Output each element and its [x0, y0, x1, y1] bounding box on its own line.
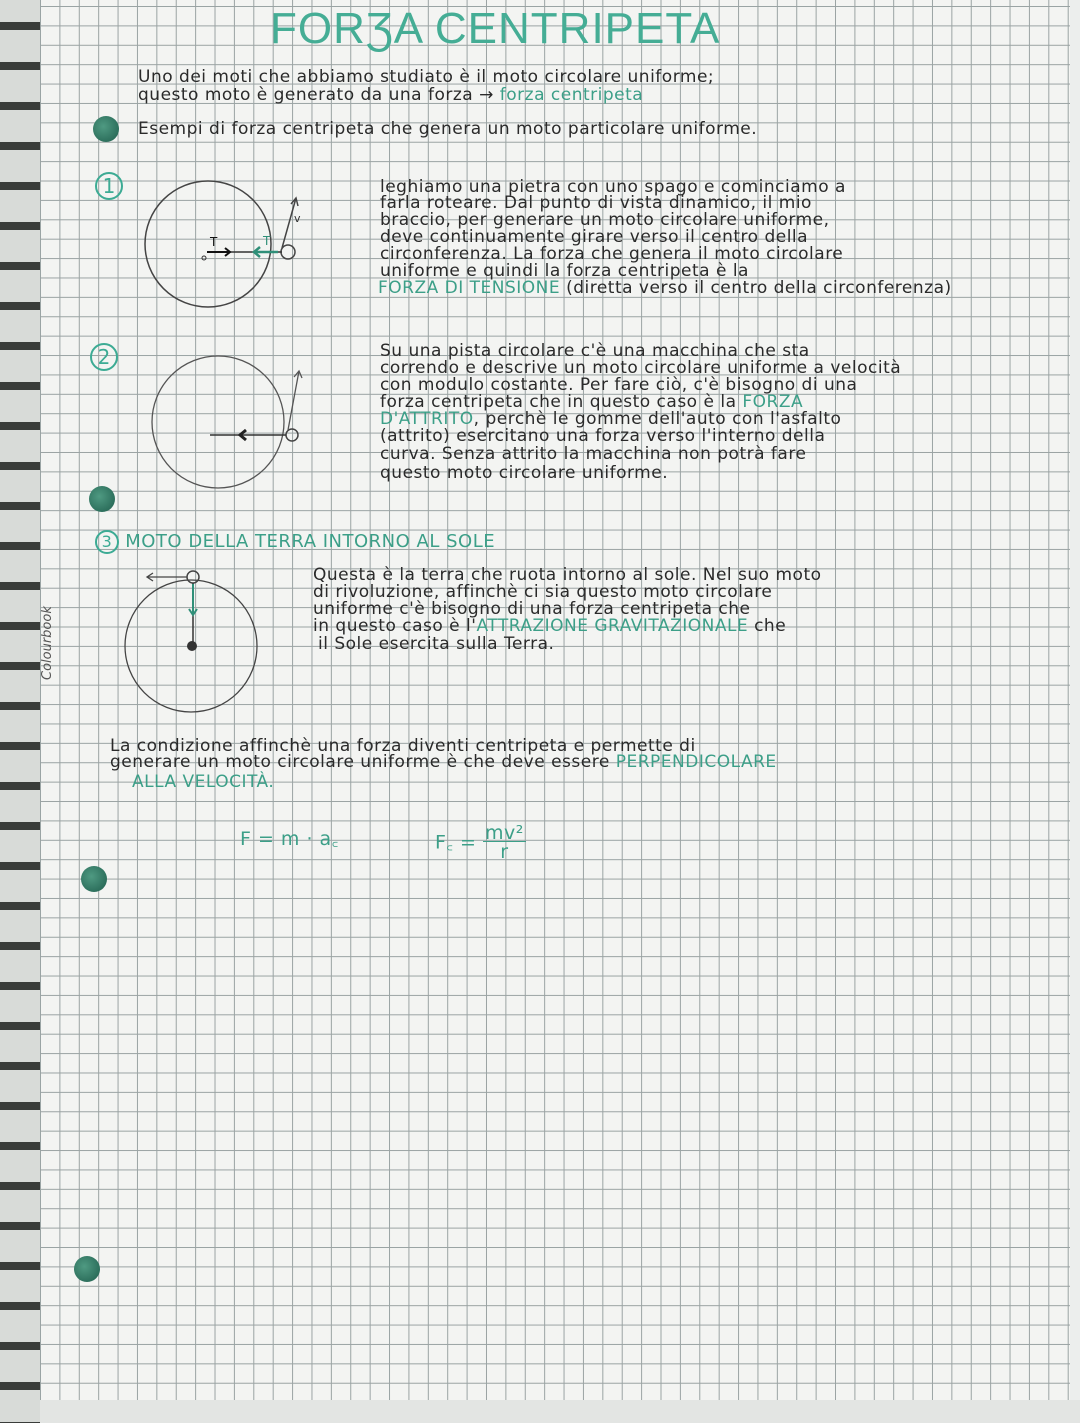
- label-t-green: T: [263, 234, 271, 248]
- text-line: circonferenza. La forza che genera il moto circolare: [380, 244, 844, 264]
- text: , perchè le gomme dell'auto con l'asfalto: [473, 409, 842, 429]
- punch-hole: [74, 1256, 100, 1282]
- text: (diretta verso il centro della circonferenza): [566, 278, 952, 298]
- text-line: uniforme e quindi la forza centripeta è la: [380, 261, 749, 281]
- diagram-stone-on-string: [130, 170, 320, 320]
- formula-centripetal: [435, 822, 526, 863]
- notebook-brand: Colourbook: [40, 606, 55, 680]
- punch-hole: [81, 866, 107, 892]
- highlight-forza-di-tensione: FORZA DI TENSIONE: [378, 278, 561, 298]
- formula-lhs: F꜀ =: [435, 831, 477, 854]
- text-line: questo moto circolare uniforme.: [380, 463, 669, 483]
- label-t: T: [210, 235, 218, 249]
- page-title: FORƷA CENTRIPETA: [270, 4, 721, 53]
- text-line: di rivoluzione, affinchè ci sia questo moto circolare: [313, 582, 773, 602]
- page-edge: [40, 1400, 1080, 1423]
- text-line: [380, 409, 842, 429]
- text-line: braccio, per generare un moto circolare uniforme,: [380, 210, 830, 230]
- text: generare un moto circolare uniforme è che deve essere: [110, 752, 610, 772]
- intro-line: Uno dei moti che abbiamo studiato è il moto circolare uniforme;: [138, 67, 715, 87]
- example-number: 3: [95, 530, 119, 554]
- highlight-forza: FORZA: [742, 392, 804, 412]
- text-line: [378, 278, 952, 298]
- punch-hole: [93, 116, 119, 142]
- earth-icon: [187, 571, 199, 583]
- text: forza centripeta che in questo caso è la: [380, 392, 737, 412]
- orbit-circle: [145, 181, 271, 307]
- tension-arrow-green-icon: [254, 247, 278, 257]
- velocity-arrow-icon: [288, 371, 302, 430]
- denominator: r: [500, 841, 509, 863]
- spiral-binding: [0, 0, 40, 1423]
- example3-heading: [95, 530, 495, 554]
- punch-hole: [89, 486, 115, 512]
- text-line: Questa è la terra che ruota intorno al sole. Nel suo moto: [313, 565, 822, 585]
- fraction: [483, 822, 526, 863]
- highlight-attrazione-gravitazionale: ATTRAZIONE GRAVITAZIONALE: [476, 616, 749, 636]
- car-icon: [286, 429, 298, 441]
- tension-arrow-icon: [207, 248, 230, 256]
- text-line: leghiamo una pietra con uno spago e cominciamo a: [380, 177, 846, 197]
- text-line: uniforme c'è bisogno di una forza centripeta che: [313, 599, 751, 619]
- formula-newton: F = m · a꜀: [240, 828, 339, 850]
- highlight-perpendicolare: PERPENDICOLARE: [615, 752, 777, 772]
- stone-icon: [281, 245, 295, 259]
- intro-line: [138, 85, 644, 105]
- text-line: La condizione affinchè una forza diventi centripeta e permette di: [110, 736, 696, 756]
- numerator: mv²: [485, 822, 524, 844]
- velocity-arrow-icon: [147, 573, 187, 581]
- text-line: deve continuamente girare verso il centro della: [380, 227, 809, 247]
- example-number: 2: [90, 343, 118, 371]
- text-line: [313, 616, 787, 636]
- text-line: farla roteare. Dal punto di vista dinamico, il mio: [380, 193, 812, 213]
- example-number: 1: [95, 172, 123, 200]
- text: che: [754, 616, 787, 636]
- text-line: correndo e descrive un moto circolare uniforme a velocità: [380, 358, 902, 378]
- text-line: il Sole esercita sulla Terra.: [318, 634, 555, 654]
- text-line: curva. Senza attrito la macchina non potrà fare: [380, 444, 807, 464]
- highlight-forza-centripeta: forza centripeta: [499, 85, 644, 105]
- track-circle: [152, 356, 284, 488]
- text-line: [110, 752, 777, 772]
- diagram-earth-around-sun: [115, 560, 275, 715]
- text-line: con modulo costante. Per fare ciò, c'è bisogno di una: [380, 375, 858, 395]
- text-line: Su una pista circolare c'è una macchina che sta: [380, 341, 810, 361]
- highlight-dattrito: D'ATTRITO: [380, 409, 474, 429]
- diagram-car-on-track: [140, 340, 330, 500]
- examples-heading: Esempi di forza centripeta che genera un moto particolare uniforme.: [138, 119, 758, 139]
- text: in questo caso è l': [313, 616, 477, 636]
- heading-text: MOTO DELLA TERRA INTORNO AL SOLE: [125, 531, 496, 552]
- sun-icon: [187, 641, 197, 651]
- highlight-alla-velocita: ALLA VELOCITÀ.: [132, 772, 275, 792]
- text-line: (attrito) esercitano una forza verso l'interno della: [380, 426, 826, 446]
- gravity-arrow-icon: [189, 584, 197, 615]
- label-v: v: [294, 212, 301, 225]
- intro-text: questo moto è generato da una forza →: [138, 85, 494, 105]
- text-line: [380, 392, 804, 412]
